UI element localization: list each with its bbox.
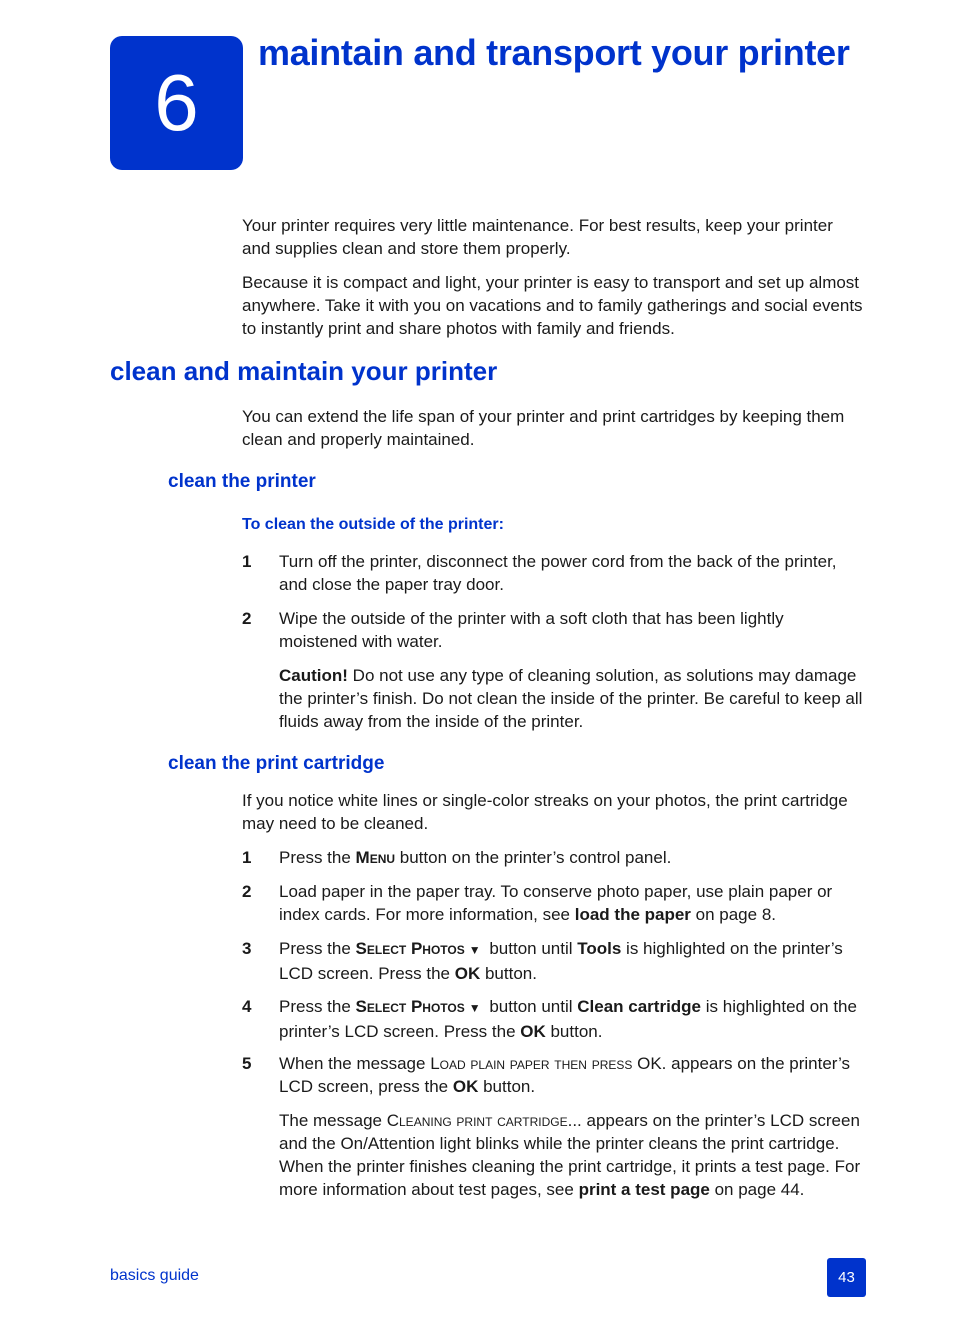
text-run: appears on the printer’s LCD screen and the On/Attention light blinks while the printer cleans the print cartridge. When the printer finishes cleaning the print cartridge, it prints a test page. For more information about test pages, see — [279, 1111, 861, 1199]
step-text — [279, 880, 864, 926]
menu-button-label: Menu — [355, 848, 396, 867]
text-run: button on the printer’s control panel. — [395, 848, 672, 867]
step-text — [279, 995, 864, 1043]
menu-item-name: Clean cartridge — [577, 997, 702, 1016]
text-run: on page 44. — [709, 1180, 805, 1199]
caution-note — [279, 664, 864, 733]
intro-paragraph-1: Your printer requires very little maintenance. For best results, keep your printer and supplies clean and store them properly. — [242, 216, 833, 258]
subsection-title-clean-cartridge: clean the print cartridge — [168, 753, 385, 774]
step-number: 4 — [242, 997, 252, 1016]
cartridge-intro: If you notice white lines or single-color streaks on your photos, the print cartridge may need to be cleaned. — [242, 791, 848, 833]
chapter-title: maintain and transport your printer — [258, 32, 850, 73]
subsection-title-clean-printer: clean the printer — [168, 471, 316, 492]
step-text: Turn off the printer, disconnect the power cord from the back of the printer, and close the paper tray door. — [279, 552, 837, 594]
menu-item-name: Tools — [577, 939, 622, 958]
chapter-number: 6 — [154, 58, 199, 147]
step-text — [279, 1052, 864, 1098]
text-run: Press the — [279, 939, 356, 958]
section-intro: You can extend the life span of your printer and print cartridges by keeping them clean and properly maintained. — [242, 407, 845, 449]
text-run: button until — [484, 939, 578, 958]
text-run: Press the — [279, 848, 356, 867]
cross-reference: load the paper — [574, 905, 691, 924]
text-run: is highlighted on the printer’s LCD screen. Press the — [279, 939, 843, 983]
page-number: 43 — [838, 1269, 855, 1286]
text-run: When the message — [279, 1054, 431, 1073]
caution-text: Do not use any type of cleaning solution, as solutions may damage the printer’s finish. Do not clean the inside of the printer. Be careful to keep all fluids away from the inside of the printer. — [279, 666, 863, 731]
down-arrow-icon: ▼ — [468, 1001, 481, 1015]
text-run: on page 8. — [690, 905, 776, 924]
cross-reference: print a test page — [578, 1180, 710, 1199]
text-run: appears on the printer’s LCD screen, press the — [279, 1054, 851, 1096]
step-number: 1 — [242, 848, 252, 867]
text-run: button. — [478, 1077, 536, 1096]
chapter-number-box — [110, 36, 243, 170]
text-run: The message — [279, 1111, 387, 1130]
step-number: 1 — [242, 552, 252, 571]
down-arrow-icon: ▼ — [468, 943, 481, 957]
step-number: 2 — [242, 609, 252, 628]
cleaning-note — [279, 1109, 864, 1201]
text-run: button until — [484, 997, 578, 1016]
text-run: button. — [545, 1022, 603, 1041]
text-run: button. — [480, 964, 537, 983]
ok-button-label: OK — [454, 964, 481, 983]
step-number: 3 — [242, 939, 252, 958]
procedure-title: To clean the outside of the printer: — [242, 516, 504, 533]
step-number: 2 — [242, 882, 252, 901]
ok-button-label: OK — [520, 1022, 546, 1041]
select-photos-button-label: Select Photos — [355, 997, 465, 1016]
text-run: Press the — [279, 997, 356, 1016]
step-text — [279, 846, 864, 869]
caution-label: Caution! — [279, 666, 348, 685]
text-run: Load paper in the paper tray. To conserve photo paper, use plain paper or index cards. For more information, see — [279, 882, 833, 924]
ok-button-label: OK — [452, 1077, 479, 1096]
step-number: 5 — [242, 1054, 252, 1073]
step-text — [279, 937, 864, 985]
footer-guide-label: basics guide — [110, 1267, 199, 1284]
lcd-message: Load plain paper then press OK. — [430, 1054, 667, 1073]
lcd-message: Cleaning print cartridge... — [386, 1111, 582, 1130]
step-text: Wipe the outside of the printer with a soft cloth that has been lightly moistened with water. — [279, 609, 784, 651]
text-run: is highlighted on the printer’s LCD screen. Press the — [279, 997, 857, 1041]
intro-paragraph-2: Because it is compact and light, your printer is easy to transport and set up almost anywhere. Take it with you on vacations and to family gatherings and social events to instantly print and share photos with family and friends. — [242, 273, 863, 338]
section-title: clean and maintain your printer — [110, 356, 498, 386]
page-number-box — [827, 1258, 866, 1297]
select-photos-button-label: Select Photos — [355, 939, 465, 958]
